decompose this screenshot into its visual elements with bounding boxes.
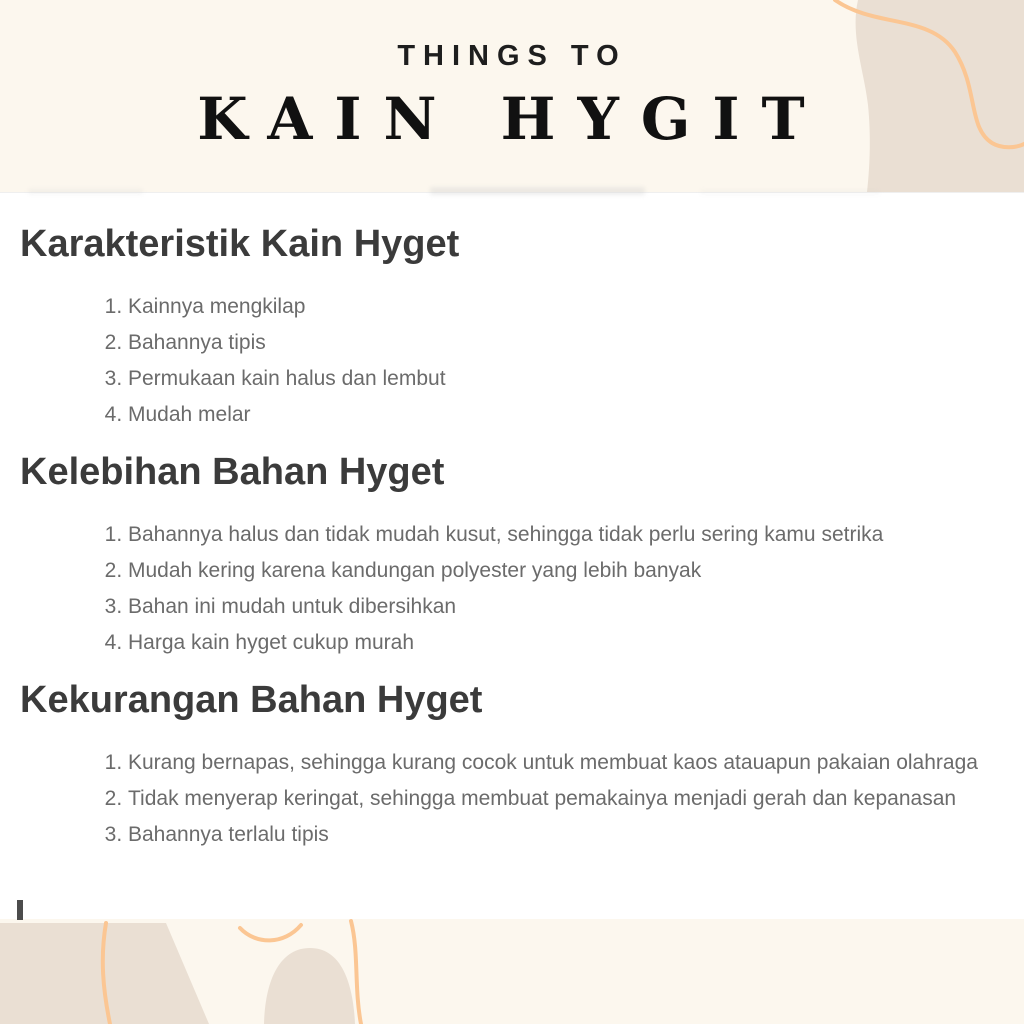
cropped-text-artifact [430, 187, 645, 195]
page-title: KAIN HYGIT [197, 85, 827, 153]
header [0, 0, 1024, 153]
list-item: 3. Bahan ini mudah untuk dibersihkan [128, 596, 1024, 617]
list-item: 4. Mudah melar [128, 404, 1024, 425]
numbered-list [0, 296, 1024, 425]
cropped-text-artifact [700, 190, 880, 194]
corner-blob-decoration-bottom-left [0, 918, 380, 1024]
section-heading: Kelebihan Bahan Hyget [20, 451, 445, 493]
list-item: 2. Bahannya tipis [128, 332, 1024, 353]
list-item: 3. Bahannya terlalu tipis [128, 824, 1024, 845]
section-heading: Karakteristik Kain Hyget [20, 223, 460, 265]
list-item: 4. Harga kain hyget cukup murah [128, 632, 1024, 653]
list-item: 1. Kurang bernapas, sehingga kurang cocok untuk membuat kaos atauapun pakaian olahraga [128, 752, 1024, 773]
content-section [0, 679, 1024, 845]
section-heading: Kekurangan Bahan Hyget [20, 679, 483, 721]
content-section [0, 223, 1024, 425]
eyebrow-text: THINGS TO [397, 40, 627, 72]
list-item: 3. Permukaan kain halus dan lembut [128, 368, 1024, 389]
list-item: 1. Kainnya mengkilap [128, 296, 1024, 317]
sections [0, 223, 1024, 845]
cursor-artifact [17, 900, 23, 920]
cropped-text-artifact [28, 189, 143, 194]
numbered-list [0, 524, 1024, 653]
orange-arc [240, 925, 301, 940]
list-item: 2. Tidak menyerap keringat, sehingga membuat pemakainya menjadi gerah dan kepanasan [128, 788, 1024, 809]
tan-oval-blob [264, 948, 355, 1024]
list-item: 2. Mudah kering karena kandungan polyester yang lebih banyak [128, 560, 1024, 581]
content-sheet [0, 192, 1024, 919]
list-item: 1. Bahannya halus dan tidak mudah kusut, sehingga tidak perlu sering kamu setrika [128, 524, 1024, 545]
numbered-list [0, 752, 1024, 845]
content-section [0, 451, 1024, 653]
